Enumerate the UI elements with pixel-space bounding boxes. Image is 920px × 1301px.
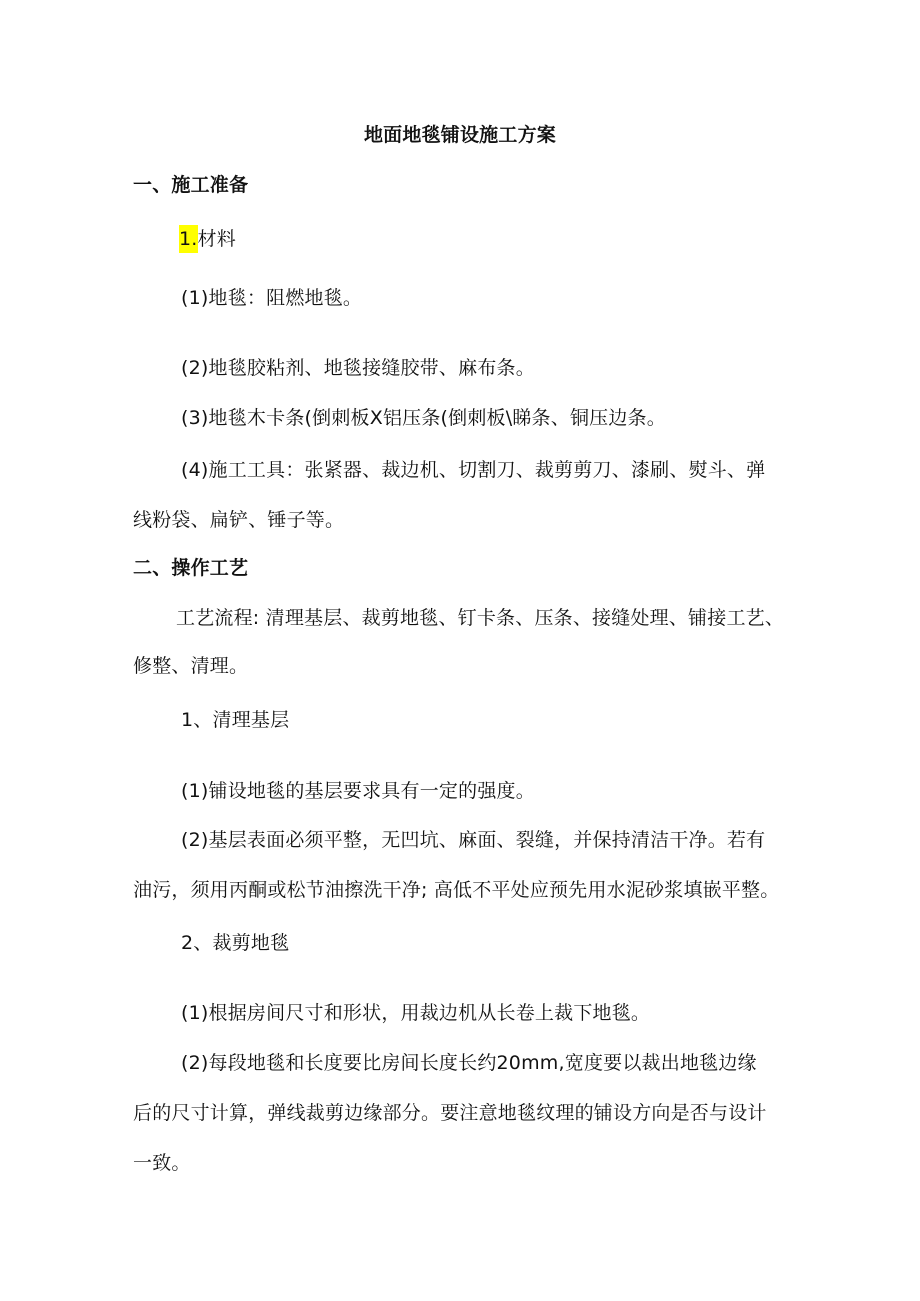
paragraph-flow-line1: 工艺流程: 清理基层、裁剪地毯、钉卡条、压条、接缝处理、铺接工艺、 [176, 607, 785, 629]
paragraph-cut-length-line1: (2)每段地毯和长度要比房间长度长约20mm,宽度要以裁出地毯边缘 [181, 1052, 757, 1074]
paragraph-tools-line1: (4)施工工具：张紧器、裁边机、切割刀、裁剪剪刀、漆刷、熨斗、弹 [181, 459, 766, 481]
section-heading-preparation: 一、施工准备 [133, 174, 249, 196]
paragraph-cut-length-line3: 一致。 [133, 1152, 191, 1174]
document-title: 地面地毯铺设施工方案 [363, 124, 556, 146]
item-materials-label: 材料 [197, 228, 236, 250]
item-materials [179, 225, 236, 253]
subheading-clean-base: 1、清理基层 [181, 709, 290, 731]
paragraph-carpet: (1)地毯：阻燃地毯。 [181, 287, 363, 309]
paragraph-base-surface-line2: 油污，须用丙酮或松节油擦洗干净; 高低不平处应预先用水泥砂浆填嵌平整。 [133, 879, 780, 901]
paragraph-base-strength: (1)铺设地毯的基层要求具有一定的强度。 [181, 780, 535, 802]
highlighted-number: 1. [179, 225, 198, 253]
section-heading-process: 二、操作工艺 [133, 557, 249, 579]
subheading-cut-carpet: 2、裁剪地毯 [181, 932, 290, 954]
paragraph-strips: (3)地毯木卡条(倒刺板X铝压条(倒刺板\睇条、铜压边条。 [181, 407, 666, 429]
paragraph-flow-line2: 修整、清理。 [133, 655, 249, 677]
paragraph-cut-size: (1)根据房间尺寸和形状，用裁边机从长卷上裁下地毯。 [181, 1002, 651, 1024]
paragraph-base-surface-line1: (2)基层表面必须平整，无凹坑、麻面、裂缝，并保持清洁干净。若有 [181, 829, 766, 851]
paragraph-adhesive: (2)地毯胶粘剂、地毯接缝胶带、麻布条。 [181, 357, 535, 379]
paragraph-tools-line2: 线粉袋、扁铲、锤子等。 [133, 509, 345, 531]
paragraph-cut-length-line2: 后的尺寸计算，弹线裁剪边缘部分。要注意地毯纹理的铺设方向是否与设计 [133, 1102, 767, 1124]
